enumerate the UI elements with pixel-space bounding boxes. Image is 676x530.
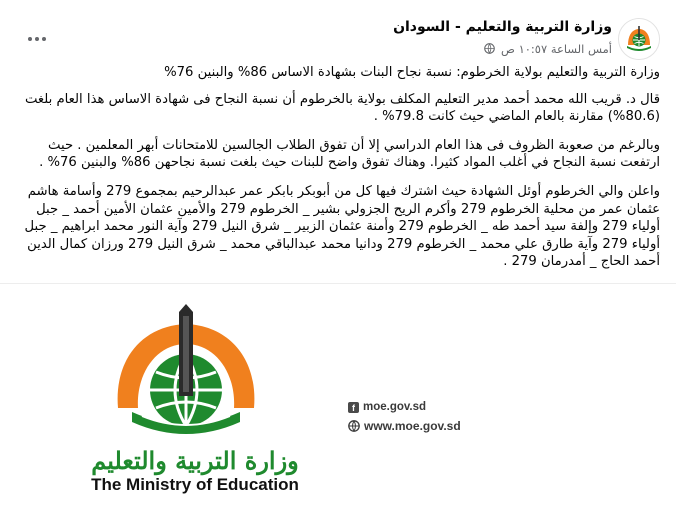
ministry-logo-icon [619,19,659,59]
facebook-contact [348,401,426,413]
website-contact [348,419,461,433]
facebook-handle: moe.gov.sd [363,401,427,413]
page-avatar[interactable] [618,18,660,60]
ministry-name-english: The Ministry of Education [91,475,299,494]
page-name-link[interactable]: وزارة التربية والتعليم - السودان [393,19,612,35]
post-image[interactable] [0,283,676,530]
more-options-button[interactable] [22,24,52,54]
post-paragraph: وزارة التربية والتعليم بولاية الخرطوم: نسبة نجاح البنات بشهادة الاساس 86% والبنين 76% [164,65,660,80]
post-paragraph: واعلن والي الخرطوم أوئل الشهادة حيث اشترك فيها كل من أبوبكر بابكر عمر عبدالرحيم بمجموع 279 وأسامة هاشم عثمان عمر من محلية الخرطوم 279 وأكرم الريح الجزولي بشير _ الخرطوم 279 والأمين عثمان الأمين أحمد _ جبل أولياء 279 وإلفة سيد أحمد طه _ الخرطوم 279 وأمنة عثمان الزبير _ شرق النيل 279 وآية النور محمد ابراهيم _ جبل أولياء 279 وآية طارق علي محمد _ الخرطوم 279 ودانيا محمد عبدالباقي محمد _ شرق النيل 279 ورزان كمال الدين أحمد الحاج _ أمدرمان 279 . [24,183,660,270]
post-paragraph: قال د. قريب الله محمد أحمد مدير التعليم المكلف بولاية بالخرطوم أن نسبة النجاح فى شهادة الاساس هذا العام بلغت (80.6%) مقارنة بالعام الماضي حيث كانت 79.8% . [24,91,660,125]
dot-icon [28,37,32,41]
post-paragraph: وبالرغم من صعوبة الظروف فى هذا العام الدراسي إلا أن تفوق الطلاب الجالسين للامتحانات أبهر المعلمين . حيث ارتفعت نسبة النجاح في أغلب المواد كثيرا. وهناك تفوق واضح للبنات حيث بلغت نسبة نجاحهن 86% والبنين 76% . [39,137,660,171]
post-timestamp[interactable]: أمس الساعة ١٠:٥٧ ص [501,42,612,56]
dot-icon [42,37,46,41]
public-globe-icon [484,43,495,54]
web-globe-icon [348,420,360,432]
facebook-icon: f [348,402,359,413]
ministry-emblem-icon [112,304,260,448]
website-url: www.moe.gov.sd [364,419,461,433]
post-meta [484,42,612,56]
dot-icon [35,37,39,41]
post-body-text [12,64,660,280]
ministry-name-arabic: وزارة التربية والتعليم [91,446,299,475]
post-header [0,10,676,60]
